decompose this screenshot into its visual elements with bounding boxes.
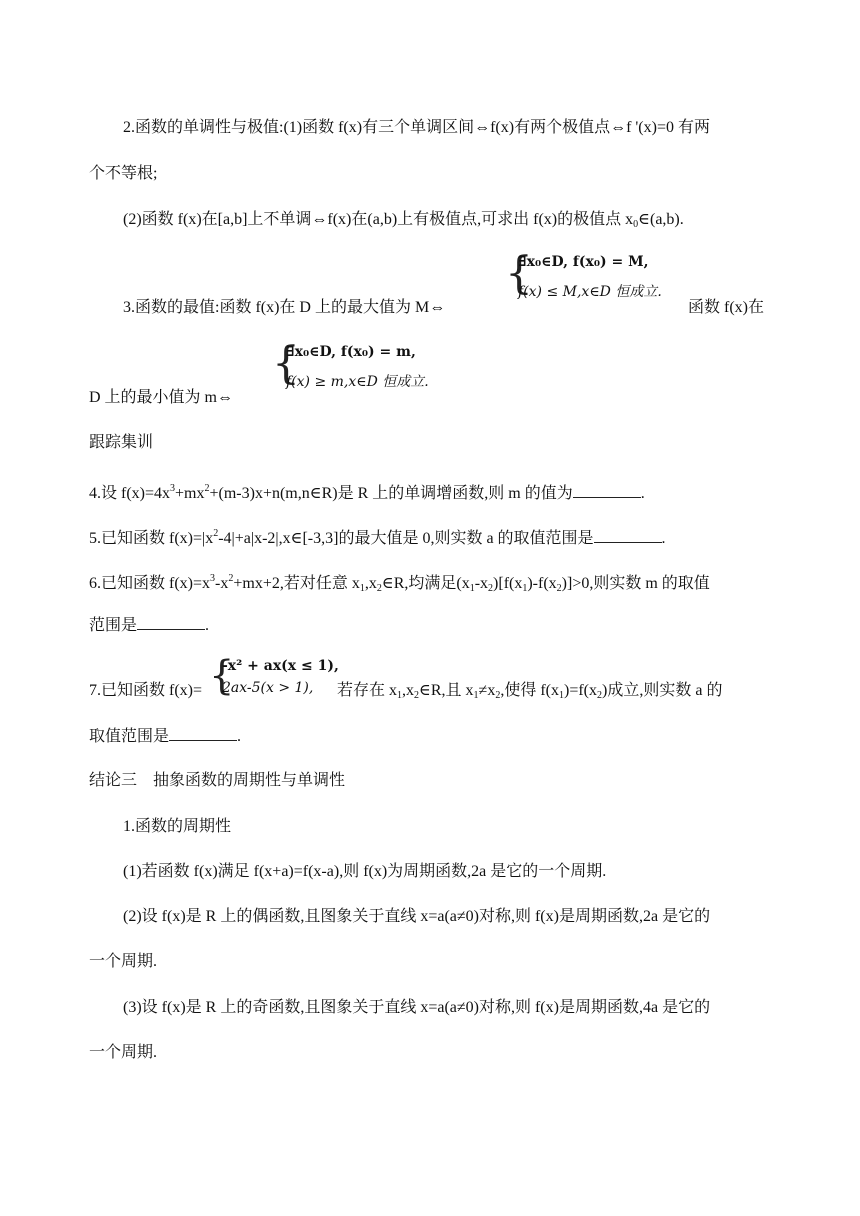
q7-text-c: ∈R,且 x [419, 682, 474, 699]
piecewise-row-2: 2ax-5(x > 1), [222, 680, 314, 696]
period-p2-line1: (2)设 f(x)是 R 上的偶函数,且图象关于直线 x=a(a≠0)对称,则 f(x)是周期函数,2a 是它的 [123, 908, 711, 925]
q7-text-d: ≠x [478, 682, 496, 699]
period-title: 1.函数的周期性 [123, 818, 232, 835]
max-condition-1: ∃x₀∈D, f(x₀) = M, [518, 254, 649, 270]
min-brace-icon: { [272, 338, 300, 389]
q7-text-a: 若存在 x [337, 682, 398, 699]
q7-text-b: ,x [402, 682, 415, 699]
period-p3-line2: 一个周期. [89, 1044, 158, 1061]
q6-sub1: 1 [359, 583, 365, 594]
q6-sub2: 2 [376, 583, 382, 594]
q6-answer-blank[interactable] [137, 615, 205, 630]
q6-end: . [205, 617, 210, 634]
q7-sub4: 2 [495, 690, 501, 701]
q7-sub6: 2 [597, 690, 603, 701]
max-condition-2: f(x) ≤ M,x∈D 恒成立. [518, 284, 662, 300]
q5-sup1: 2 [213, 528, 219, 539]
s2-line3-post: ∈(a,b). [638, 211, 684, 228]
q7-sub3: 1 [473, 690, 479, 701]
q6-sup2: 2 [228, 573, 234, 584]
q4-text-b: +mx [175, 485, 205, 502]
q6-text-f: -x [474, 575, 489, 592]
q6-text-c: +mx+2,若对任意 x [233, 575, 360, 592]
q7-sub2: 2 [414, 690, 420, 701]
q6-text-a: 6.已知函数 f(x)=x [89, 575, 211, 592]
q6-text-d: ,x [364, 575, 377, 592]
q4-text-c: +(m-3)x+n(m,n∈R)是 R 上的单调增函数,则 m 的值为 [209, 485, 573, 502]
q7-pre: 7.已知函数 f(x)= [89, 682, 203, 699]
period-p1: (1)若函数 f(x)满足 f(x+a)=f(x-a),则 f(x)为周期函数,2a 是它的一个周期. [123, 863, 607, 880]
q6-text-i: )]>0,则实数 m 的取值 [561, 575, 710, 592]
question-6-line2 [89, 615, 209, 636]
q6-text-e: ∈R,均满足(x [381, 575, 470, 592]
q6-sub6: 2 [556, 583, 562, 594]
q6-text-g: )[f(x [493, 575, 523, 592]
question-7-line2 [89, 726, 241, 747]
max-brace-icon: { [505, 248, 533, 299]
q7-line2-text: 取值范围是 [89, 728, 170, 745]
s2-line3-sub: 0 [633, 219, 639, 230]
question-6 [89, 569, 710, 599]
q7-text-g: )成立,则实数 a 的 [602, 682, 723, 699]
q7-answer-blank[interactable] [169, 726, 237, 741]
piecewise-row-1: -x² + ax(x ≤ 1), [222, 658, 339, 674]
s2-line3 [123, 210, 684, 235]
min-condition-2: f(x) ≥ m,x∈D 恒成立. [286, 374, 429, 390]
s2-line2: 个不等根; [89, 165, 158, 182]
piecewise-brace-icon: { [209, 653, 235, 699]
s3-max-pre: 3.函数的最值:函数 f(x)在 D 上的最大值为 M⇔ [123, 299, 446, 316]
q7-text-e: ,使得 f(x [500, 682, 559, 699]
q4-sup2: 2 [204, 483, 210, 494]
period-p3-line1: (3)设 f(x)是 R 上的奇函数,且图象关于直线 x=a(a≠0)对称,则 f(x)是周期函数,4a 是它的 [123, 999, 711, 1016]
q7-end: . [237, 728, 242, 745]
period-p2-line2: 一个周期. [89, 953, 158, 970]
q7-sub1: 1 [397, 690, 403, 701]
q6-sub4: 2 [488, 583, 494, 594]
question-7 [337, 681, 722, 706]
q5-text-a: 5.已知函数 f(x)=|x [89, 530, 214, 547]
q5-text-b: -4|+a|x-2|,x∈[-3,3]的最大值是 0,则实数 a 的取值范围是 [218, 530, 594, 547]
q7-sub5: 1 [559, 690, 564, 701]
q7-text-f: )=f(x [564, 682, 598, 699]
q4-answer-blank[interactable] [573, 483, 641, 498]
q6-text-b: -x [215, 575, 229, 592]
conclusion-3-heading: 结论三 抽象函数的周期性与单调性 [89, 772, 346, 789]
question-5 [89, 524, 666, 549]
q5-end: . [661, 530, 666, 547]
q6-text-h: )-f(x [527, 575, 557, 592]
s3-min-line: D 上的最小值为 m⇔ [89, 389, 234, 406]
s3-max-post: 函数 f(x)在 [688, 299, 764, 316]
q4-end: . [640, 485, 645, 502]
s2-line1: 2.函数的单调性与极值:(1)函数 f(x)有三个单调区间⇔f(x)有两个极值点⇔f '(x)=0 有两 [123, 119, 710, 136]
practice-heading: 跟踪集训 [89, 434, 154, 451]
question-4 [89, 479, 645, 504]
q6-line2-text: 范围是 [89, 617, 138, 634]
q4-text-a: 4.设 f(x)=4x [89, 485, 171, 502]
q6-sup1: 3 [210, 573, 216, 584]
q6-sub5: 1 [522, 583, 528, 594]
s2-line3-pre: (2)函数 f(x)在[a,b]上不单调⇔f(x)在(a,b)上有极值点,可求出 f(x)的极值点 x [123, 211, 634, 228]
q5-answer-blank[interactable] [594, 528, 662, 543]
q4-sup1: 3 [170, 483, 176, 494]
min-condition-1: ∃x₀∈D, f(x₀) = m, [286, 344, 416, 360]
q6-sub3: 1 [469, 583, 475, 594]
